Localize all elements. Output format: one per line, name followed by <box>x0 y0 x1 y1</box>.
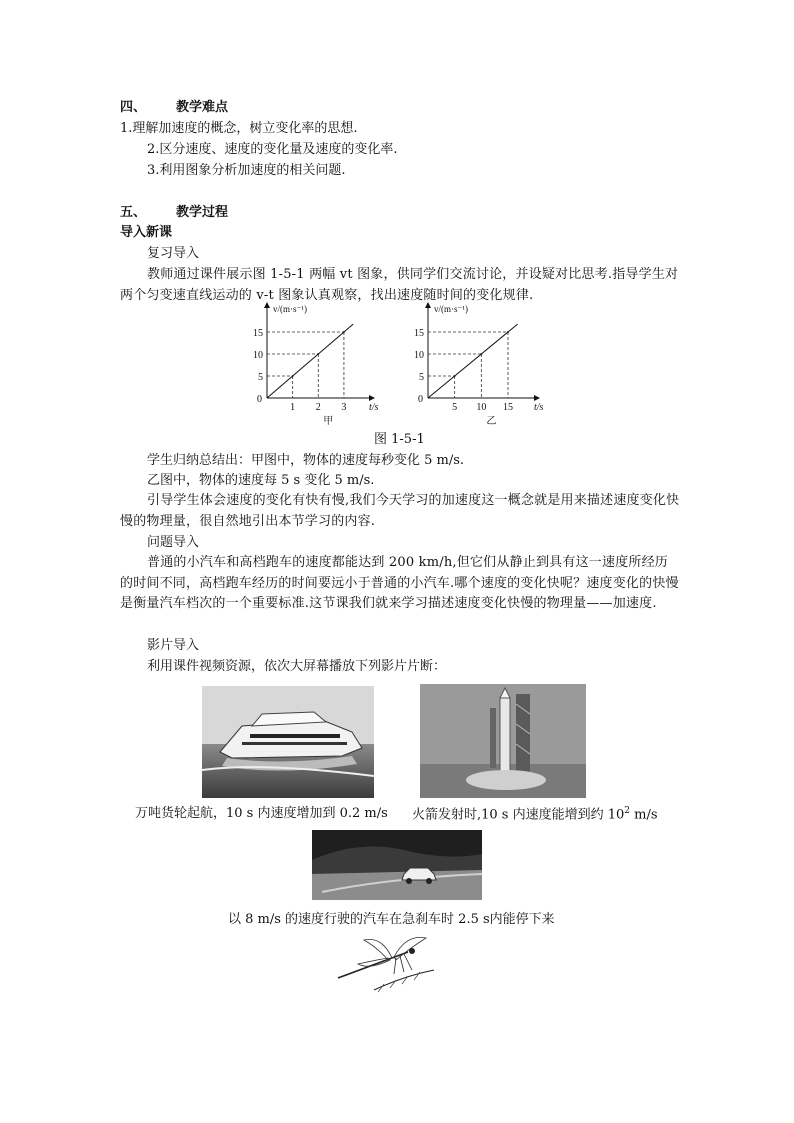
question-label: 问题导入 <box>147 535 200 550</box>
section4-item-2: 2.区分速度、速度的变化量及速度的变化率. <box>147 142 398 157</box>
chart2-origin-label: 0 <box>418 394 423 405</box>
rocket-caption-text: 火箭发射时,10 s 内速度能增到约 10 <box>412 807 625 823</box>
chart1-title: 甲 <box>323 416 334 427</box>
figure-caption: 图 1-5-1 <box>374 432 425 447</box>
chart2-x-label: t/s <box>534 402 544 413</box>
chart2-y-label: v/(m·s⁻¹) <box>434 304 468 314</box>
chart2-x-tick-3: 15 <box>503 402 513 413</box>
ship-caption: 万吨货轮起航，10 s 内速度增加到 0.2 m/s <box>135 806 388 821</box>
chart1-y-label: v/(m·s⁻¹) <box>273 304 307 314</box>
question-paragraph: 普通的小汽车和高档跑车的速度都能达到 200 km/h,但它们从静止到具有这一速度所经历的时间不同，高档跑车经历的时间要远小于普通的小汽车.哪个速度的变化快呢？速度变化的快慢是衡量汽车档次的一个重要标准.这节课我们就来学习描述速度变化快慢的物理量——加速度. <box>120 555 679 611</box>
car-photo <box>312 830 482 900</box>
chart1-y-tick-2: 10 <box>253 350 263 361</box>
film-intro: 利用课件视频资源，依次大屏幕播放下列影片片断： <box>147 659 447 674</box>
chart1-y-tick-3: 15 <box>253 328 263 339</box>
chart1-origin-label: 0 <box>257 394 262 405</box>
review-paragraph: 教师通过课件展示图 1-5-1 两幅 vt 图象，供同学们交流讨论，并设疑对比思考.指导学生对两个匀变速直线运动的 v-t 图象认真观察，找出速度随时间的变化规律. <box>120 267 679 303</box>
chart2-y-tick-2: 10 <box>414 350 424 361</box>
guide-paragraph: 引导学生体会速度的变化有快有慢,我们今天学习的加速度这一概念就是用来描述速度变化快慢的物理量，很自然地引出本节学习的内容. <box>120 493 680 529</box>
chart2-title: 乙 <box>486 416 497 427</box>
car-caption: 以 8 m/s 的速度行驶的汽车在急刹车时 2.5 s内能停下来 <box>228 912 555 927</box>
chart1-x-tick-3: 3 <box>341 402 347 413</box>
chart2-x-tick-2: 10 <box>476 402 487 413</box>
chart1-x-axis-arrow <box>369 395 375 401</box>
rocket-caption <box>412 806 658 823</box>
ship-photo <box>202 686 374 798</box>
chart2-y-axis-arrow <box>425 302 431 308</box>
rocket-caption-exponent: 2 <box>624 806 631 816</box>
sub-heading: 导入新课 <box>120 225 173 240</box>
chart2-x-tick-1: 5 <box>452 402 458 413</box>
chart2-series-line <box>428 324 518 398</box>
vt-figures <box>0 300 794 440</box>
chart2-y-tick-1: 5 <box>419 372 424 383</box>
chart1-y-tick-1: 5 <box>258 372 263 383</box>
chart2-x-axis-arrow <box>534 395 540 401</box>
chart1-series-line <box>267 324 353 398</box>
section4-item-3: 3.利用图象分析加速度的相关问题. <box>147 163 346 178</box>
dragonfly-drawing <box>334 930 438 996</box>
section4-item-1: 1.理解加速度的概念，树立变化率的思想. <box>120 121 358 136</box>
section5-title: 教学过程 <box>176 205 229 220</box>
rocket-photo <box>420 684 586 798</box>
review-label: 复习导入 <box>147 246 200 261</box>
section4-title: 教学难点 <box>176 100 229 115</box>
chart1-y-axis-arrow <box>264 302 270 308</box>
chart1-x-tick-2: 2 <box>315 402 321 413</box>
section4-number: 四、 <box>120 100 147 115</box>
rocket-caption-unit: m/s <box>630 807 658 823</box>
chart1-x-tick-1: 1 <box>290 402 296 413</box>
summary-1: 学生归纳总结出：甲图中，物体的速度每秒变化 5 m/s. <box>147 453 465 468</box>
section5-number: 五、 <box>120 205 147 220</box>
summary-2: 乙图中，物体的速度每 5 s 变化 5 m/s. <box>147 473 375 488</box>
chart1-x-label: t/s <box>369 402 379 413</box>
film-label: 影片导入 <box>147 638 200 653</box>
chart2-y-tick-3: 15 <box>414 328 424 339</box>
